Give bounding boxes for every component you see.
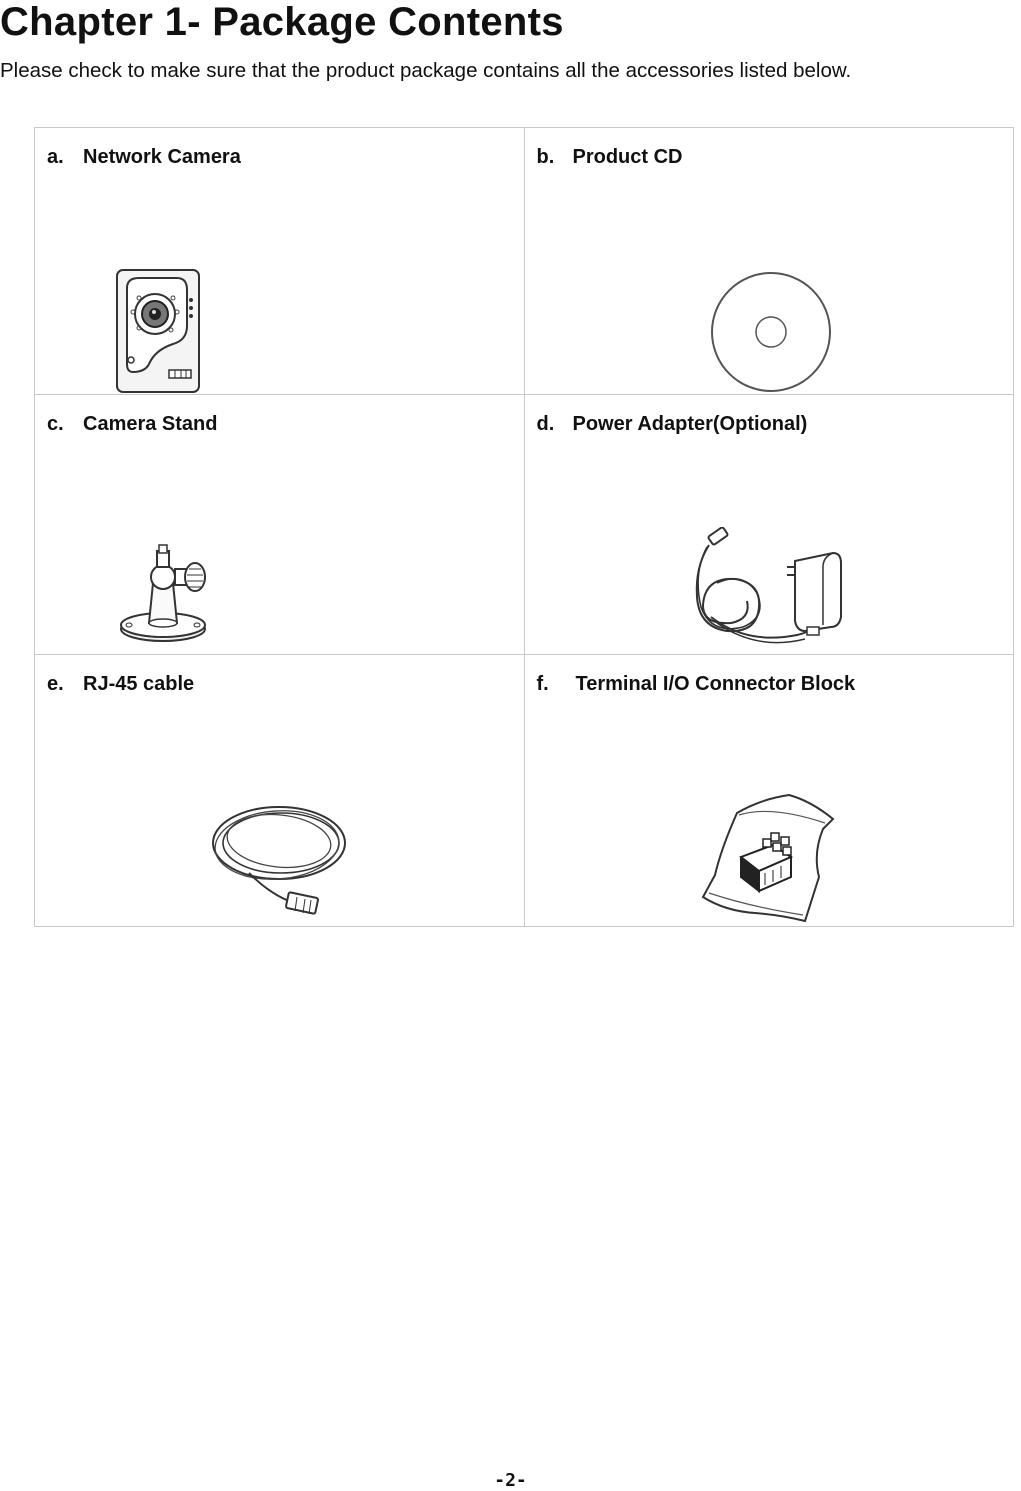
camera-stand-icon <box>119 543 215 647</box>
package-contents-table <box>34 127 1014 927</box>
intro-text: Please check to make sure that the product package contains all the accessories listed below. <box>0 59 852 82</box>
item-cell-network-camera <box>35 128 525 395</box>
item-label <box>47 146 241 169</box>
network-camera-icon <box>115 268 201 394</box>
item-name: Power Adapter(Optional) <box>572 413 808 435</box>
item-label <box>537 413 808 436</box>
item-cell-power-adapter <box>524 395 1014 655</box>
item-name: Camera Stand <box>83 413 218 435</box>
item-letter: f. <box>536 673 549 695</box>
item-name: Terminal I/O Connector Block <box>575 673 856 695</box>
table-row <box>35 655 1014 927</box>
item-name: Product CD <box>572 146 683 168</box>
item-cell-rj45-cable <box>35 655 525 927</box>
item-cell-camera-stand <box>35 395 525 655</box>
item-letter: a. <box>47 146 64 168</box>
item-letter: c. <box>47 413 64 435</box>
item-name: Network Camera <box>83 146 241 168</box>
table-row <box>35 128 1014 395</box>
page-title: Chapter 1- Package Contents <box>0 0 564 44</box>
rj45-cable-icon <box>209 797 355 921</box>
item-letter: d. <box>536 413 555 435</box>
item-label <box>47 673 194 696</box>
power-adapter-icon <box>687 527 853 655</box>
item-label <box>537 673 856 696</box>
item-label <box>537 146 683 169</box>
item-cell-product-cd <box>524 128 1014 395</box>
item-name: RJ-45 cable <box>83 673 195 695</box>
item-letter: b. <box>536 146 555 168</box>
cd-icon <box>709 270 833 394</box>
page-number: -2- <box>494 1470 527 1491</box>
item-label <box>47 413 218 436</box>
connector-block-icon <box>701 793 841 925</box>
item-letter: e. <box>47 673 64 695</box>
table-row <box>35 395 1014 655</box>
item-cell-connector-block <box>524 655 1014 927</box>
